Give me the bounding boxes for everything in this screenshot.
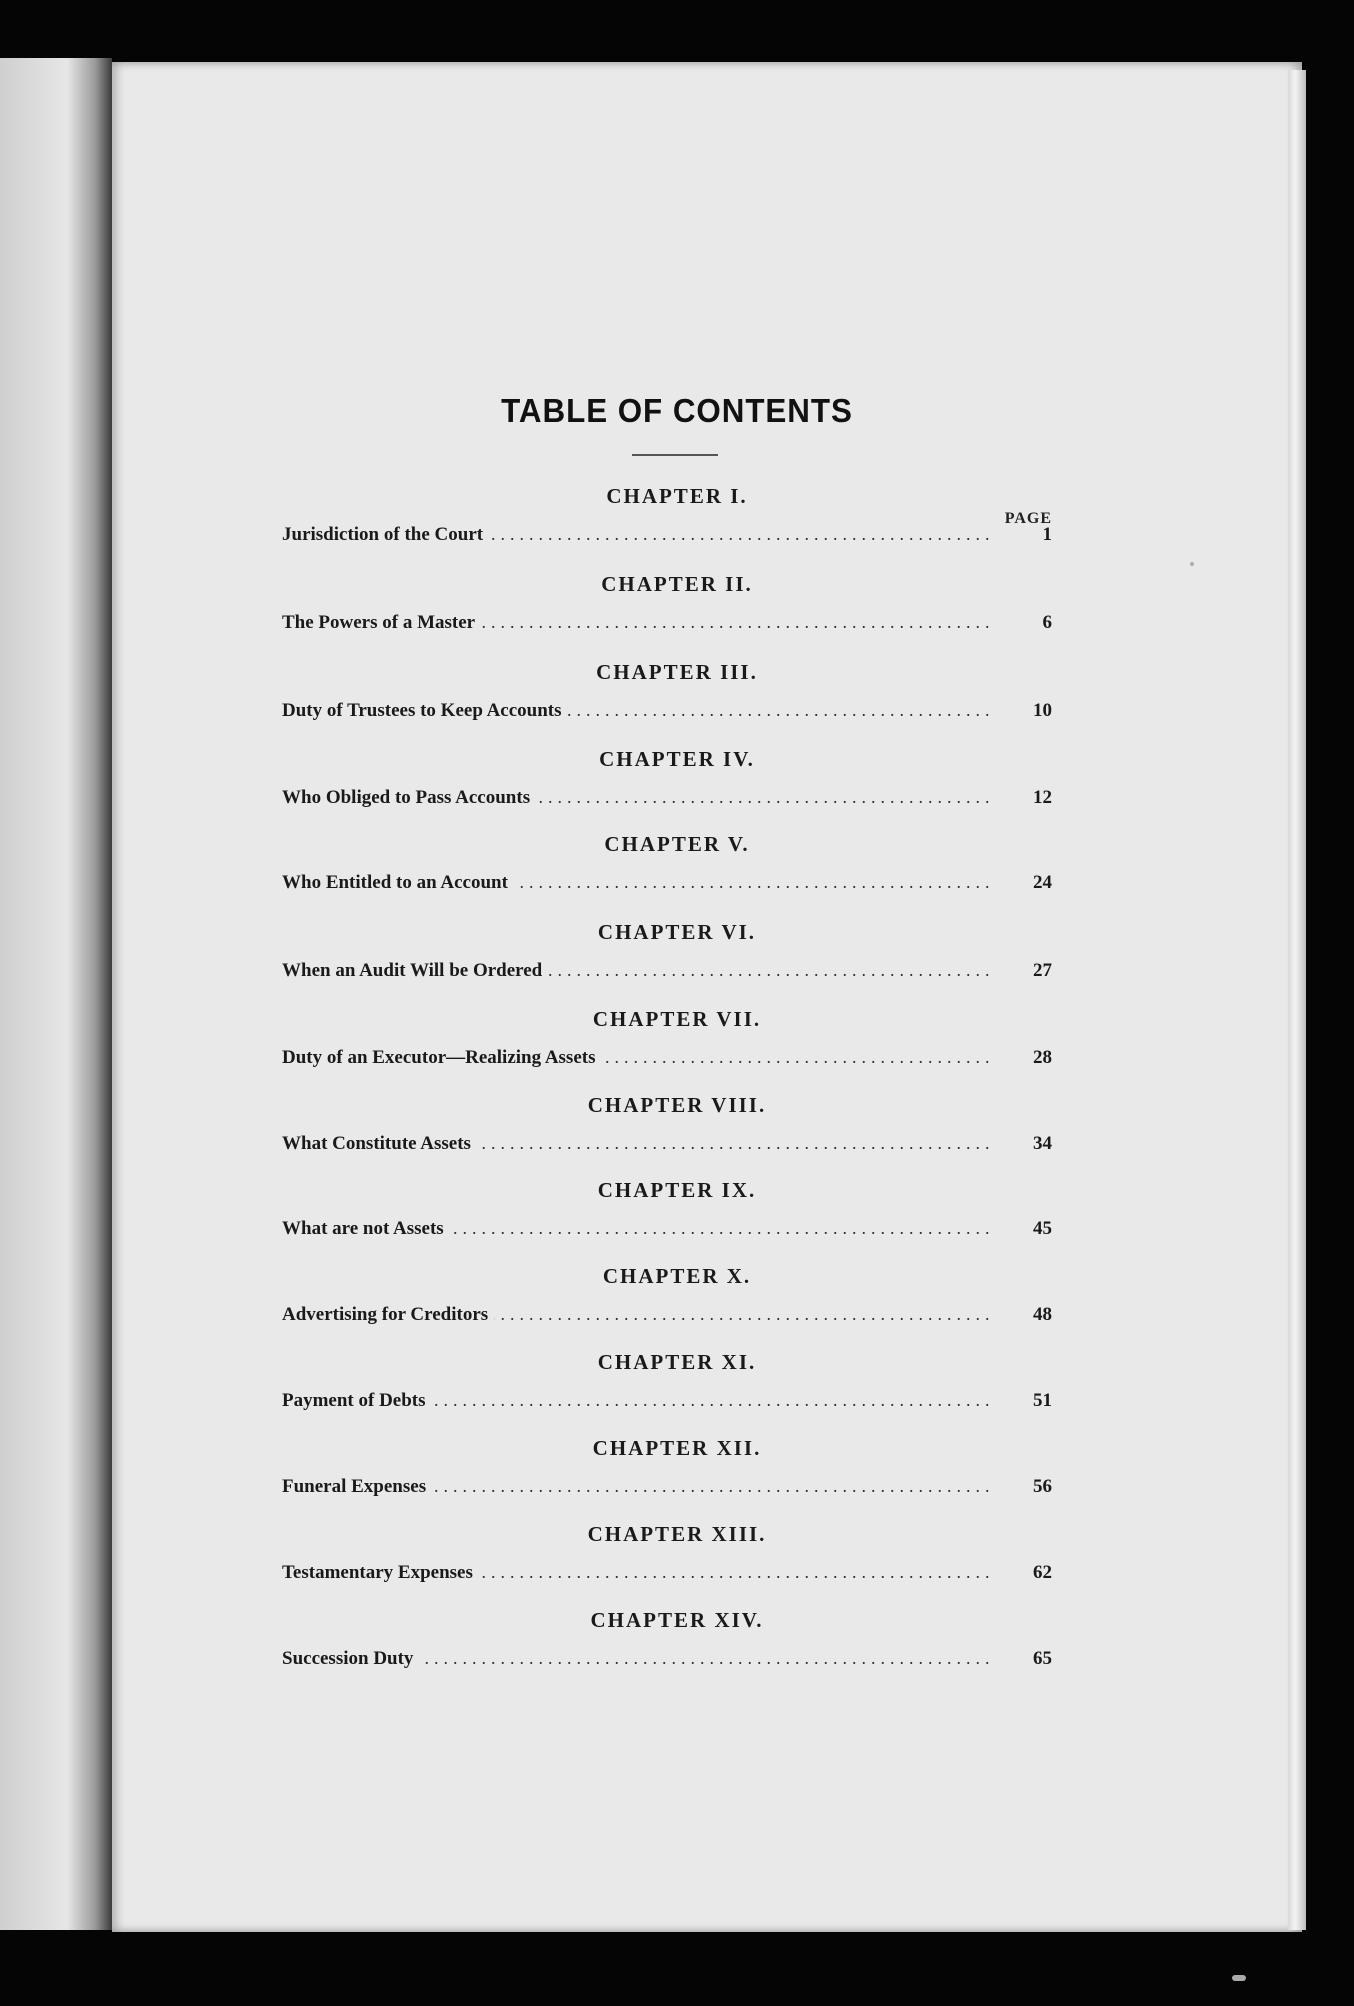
chapter-title: The Powers of a Master <box>282 612 481 634</box>
chapter-page-number: 24 <box>1033 872 1052 893</box>
toc-entry <box>0 1436 1354 1520</box>
chapter-heading: CHAPTER VI. <box>597 920 757 944</box>
chapter-title: Advertising for Creditors <box>282 1304 494 1326</box>
chapter-heading: CHAPTER XIII. <box>587 1522 767 1546</box>
chapter-page-number: 1 <box>1042 524 1052 545</box>
chapter-heading: CHAPTER II. <box>601 572 753 596</box>
chapter-page-number: 51 <box>1033 1390 1052 1411</box>
toc-entry <box>0 1608 1354 1692</box>
chapter-heading: CHAPTER VII. <box>592 1007 762 1031</box>
chapter-page-number: 45 <box>1033 1218 1052 1239</box>
chapter-title: Who Obliged to Pass Accounts <box>282 787 536 809</box>
chapter-page-number: 10 <box>1033 700 1052 721</box>
chapter-title: Jurisdiction of the Court <box>282 524 489 546</box>
toc-entry <box>0 1350 1354 1434</box>
chapter-heading: CHAPTER IV. <box>599 747 755 771</box>
toc-entry <box>0 660 1354 744</box>
toc-entry <box>0 1178 1354 1262</box>
chapter-heading: CHAPTER X. <box>602 1264 752 1288</box>
chapter-page-number: 56 <box>1033 1476 1052 1497</box>
chapter-title: Succession Duty <box>282 1648 419 1670</box>
chapter-heading: CHAPTER III. <box>596 660 758 684</box>
scan-speck <box>1232 1975 1246 1981</box>
chapter-page-number: 27 <box>1033 960 1052 981</box>
chapter-heading: CHAPTER XI. <box>597 1350 757 1374</box>
chapter-title: Funeral Expenses <box>282 1476 432 1498</box>
chapter-heading: CHAPTER VIII. <box>587 1093 767 1117</box>
chapter-heading: CHAPTER XIV. <box>590 1608 764 1632</box>
chapter-page-number: 62 <box>1033 1562 1052 1583</box>
chapter-page-number: 48 <box>1033 1304 1052 1325</box>
toc-entry <box>0 1522 1354 1606</box>
toc-entry <box>0 1007 1354 1091</box>
chapter-page-number: 34 <box>1033 1133 1052 1154</box>
chapter-title: Duty of Trustees to Keep Accounts <box>282 700 568 722</box>
chapter-title: Duty of an Executor—Realizing Assets <box>282 1047 601 1069</box>
chapter-page-number: 65 <box>1033 1648 1052 1669</box>
toc-entry <box>0 572 1354 656</box>
chapter-title: When an Audit Will be Ordered <box>282 960 548 982</box>
toc-entry <box>0 920 1354 1004</box>
toc-entry <box>0 747 1354 831</box>
toc-entry <box>0 832 1354 916</box>
chapter-page-number: 6 <box>1042 612 1052 633</box>
toc-entry <box>0 1093 1354 1177</box>
chapter-heading: CHAPTER V. <box>604 832 750 856</box>
chapter-page-number: 28 <box>1033 1047 1052 1068</box>
chapter-heading: CHAPTER IX. <box>597 1178 757 1202</box>
chapter-heading: CHAPTER XII. <box>592 1436 762 1460</box>
toc-entry <box>0 1264 1354 1348</box>
chapter-page-number: 12 <box>1033 787 1052 808</box>
chapter-title: Payment of Debts <box>282 1390 432 1412</box>
page-column-header: PAGE <box>1004 510 1052 527</box>
chapter-heading: CHAPTER I. <box>606 484 748 508</box>
scan-speck <box>1190 562 1194 566</box>
chapter-title: What are not Assets <box>282 1218 450 1240</box>
chapter-title: What Constitute Assets <box>282 1133 477 1155</box>
chapter-title: Who Entitled to an Account <box>282 872 514 894</box>
chapter-title: Testamentary Expenses <box>282 1562 479 1584</box>
toc-entry <box>0 484 1354 568</box>
page-title: TABLE OF CONTENTS <box>501 392 853 429</box>
title-divider <box>632 454 718 456</box>
